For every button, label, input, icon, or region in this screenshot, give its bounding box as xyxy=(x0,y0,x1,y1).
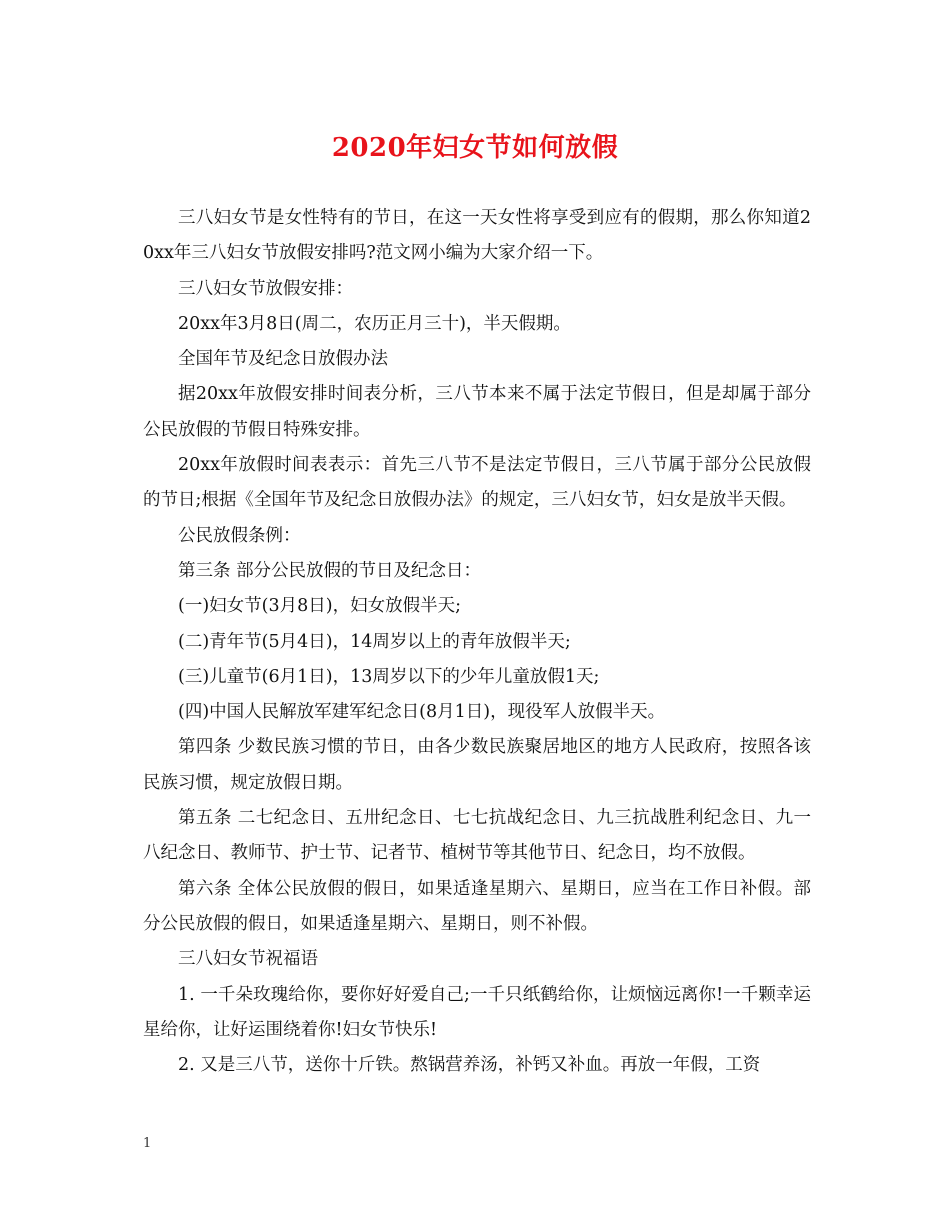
paragraph: 1. 一千朵玫瑰给你，要你好好爱自己;一千只纸鹤给你，让烦恼远离你!一千颗幸运星给你，让好运围绕着你!妇女节快乐! xyxy=(143,984,811,1040)
paragraph: 三八妇女节是女性特有的节日，在这一天女性将享受到应有的假期，那么你知道20xx年三八妇女节放假安排吗?范文网小编为大家介绍一下。 xyxy=(143,208,811,264)
paragraph: 第三条 部分公民放假的节日及纪念日： xyxy=(178,560,482,581)
paragraph: (一)妇女节(3月8日)，妇女放假半天; xyxy=(178,596,461,617)
document-title: 2020年妇女节如何放假 xyxy=(331,133,619,163)
paragraph: 20xx年放假时间表表示：首先三八节不是法定节假日，三八节属于部分公民放假的节日;根据《全国年节及纪念日放假办法》的规定，三八妇女节，妇女是放半天假。 xyxy=(143,455,811,511)
paragraph: 20xx年3月8日(周二，农历正月三十)，半天假期。 xyxy=(178,313,571,334)
paragraph: (二)青年节(5月4日)，14周岁以上的青年放假半天; xyxy=(178,631,571,652)
document-body xyxy=(143,201,811,1083)
paragraph: (四)中国人民解放军建军纪念日(8月1日)，现役军人放假半天。 xyxy=(178,702,666,723)
paragraph: 据20xx年放假安排时间表分析，三八节本来不属于法定节假日，但是却属于部分公民放假的节假日特殊安排。 xyxy=(143,384,811,440)
paragraph: 三八妇女节放假安排： xyxy=(178,278,353,299)
paragraph: 第五条 二七纪念日、五卅纪念日、七七抗战纪念日、九三抗战胜利纪念日、九一八纪念日、教师节、护士节、记者节、植树节等其他节日、纪念日，均不放假。 xyxy=(143,808,811,864)
page-number: 1 xyxy=(143,1136,152,1151)
paragraph: 公民放假条例： xyxy=(178,525,301,546)
paragraph: 2. 又是三八节，送你十斤铁。熬锅营养汤，补钙又补血。再放一年假，工资 xyxy=(178,1055,761,1076)
paragraph: 第四条 少数民族习惯的节日，由各少数民族聚居地区的地方人民政府，按照各该民族习惯，规定放假日期。 xyxy=(143,737,811,793)
paragraph: 第六条 全体公民放假的假日，如果适逢星期六、星期日，应当在工作日补假。部分公民放假的假日，如果适逢星期六、星期日，则不补假。 xyxy=(143,878,811,934)
paragraph: 全国年节及纪念日放假办法 xyxy=(178,349,388,370)
paragraph: 三八妇女节祝福语 xyxy=(178,949,318,970)
paragraph: (三)儿童节(6月1日)，13周岁以下的少年儿童放假1天; xyxy=(178,666,600,687)
